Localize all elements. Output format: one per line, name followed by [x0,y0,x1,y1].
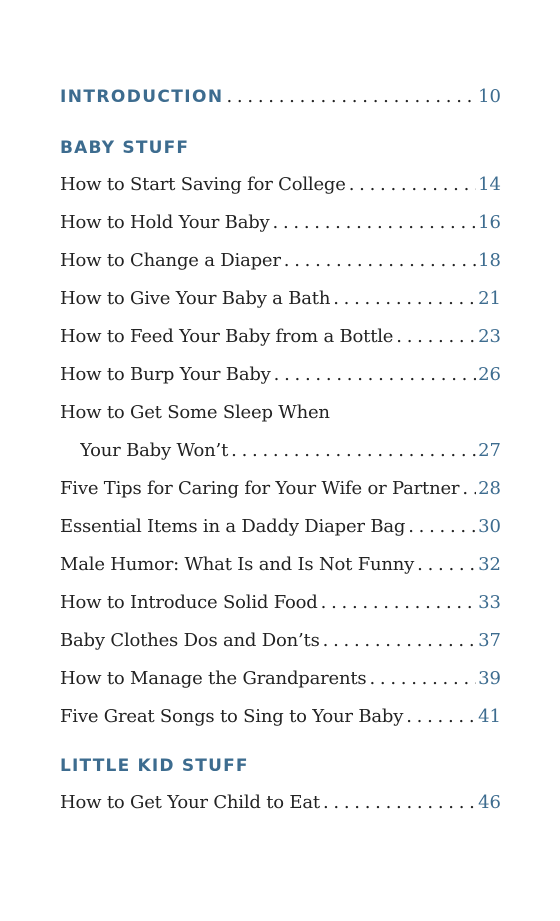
toc-entry[interactable] [60,554,501,575]
toc-entry-title: Male Humor: What Is and Is Not Funny [60,554,415,575]
toc-entry-title: How to Give Your Baby a Bath [60,288,331,309]
dot-leader [270,212,477,233]
dot-leader [405,516,476,537]
toc-page-number: 30 [478,516,501,537]
section-heading-little-kid-stuff: LITTLE KID STUFF [60,756,249,776]
toc-entry[interactable] [60,516,501,537]
toc-entry-first-line[interactable] [60,402,501,423]
section-heading-baby-stuff: BABY STUFF [60,138,190,158]
toc-entry-title: How to Feed Your Baby from a Bottle [60,326,394,347]
toc-entry-title: Five Great Songs to Sing to Your Baby [60,706,404,727]
toc-entry-title: Essential Items in a Daddy Diaper Bag [60,516,406,537]
toc-entry[interactable] [60,630,501,651]
table-of-contents [60,0,501,921]
dot-leader [366,668,476,689]
dot-leader [318,592,476,613]
toc-page-number: 18 [478,250,501,271]
toc-entry-title-continuation: Your Baby Won’t [80,440,229,461]
toc-entry-title: How to Get Some Sleep When [60,402,330,423]
toc-entry[interactable] [60,288,501,309]
toc-page-number: 46 [478,792,501,813]
toc-page-number: 26 [478,364,501,385]
toc-page-number: 23 [478,326,501,347]
toc-page-number: 28 [478,478,501,499]
toc-entry[interactable] [60,174,501,195]
toc-entry-title: Baby Clothes Dos and Don’ts [60,630,320,651]
dot-leader [346,174,476,195]
toc-entry[interactable] [60,250,501,271]
dot-leader [403,706,476,727]
toc-entry-title: How to Hold Your Baby [60,212,270,233]
toc-page-number: 33 [478,592,501,613]
dot-leader [393,326,476,347]
toc-page-number: 21 [478,288,501,309]
toc-entry-title: INTRODUCTION [60,87,224,107]
toc-page-number: 16 [478,212,501,233]
toc-entry[interactable] [60,592,501,613]
toc-page-number: 10 [478,86,501,107]
dot-leader [330,288,476,309]
toc-entry[interactable] [60,478,501,499]
toc-entry-continuation[interactable] [80,440,501,461]
toc-entry-introduction[interactable] [60,86,501,107]
toc-entry-title: How to Get Your Child to Eat [60,792,320,813]
toc-entry-title: How to Manage the Grandparents [60,668,367,689]
toc-entry[interactable] [60,326,501,347]
toc-page-number: 32 [478,554,501,575]
dot-leader [281,250,476,271]
toc-entry[interactable] [60,792,501,813]
toc-page-number: 39 [478,668,501,689]
toc-entry-title: How to Burp Your Baby [60,364,271,385]
toc-page-number: 27 [478,440,501,461]
dot-leader [320,792,476,813]
toc-page-number: 37 [478,630,501,651]
toc-entry[interactable] [60,668,501,689]
dot-leader [459,478,476,499]
dot-leader [223,86,476,107]
toc-entry-title: How to Introduce Solid Food [60,592,318,613]
toc-entry-title: How to Start Saving for College [60,174,346,195]
toc-entry[interactable] [60,212,501,233]
toc-page-number: 14 [478,174,501,195]
dot-leader [271,364,476,385]
dot-leader [414,554,476,575]
dot-leader [320,630,476,651]
toc-page-number: 41 [478,706,501,727]
toc-entry-title: How to Change a Diaper [60,250,281,271]
toc-entry[interactable] [60,364,501,385]
toc-entry-title: Five Tips for Caring for Your Wife or Partner [60,478,460,499]
dot-leader [228,440,476,461]
toc-entry[interactable] [60,706,501,727]
